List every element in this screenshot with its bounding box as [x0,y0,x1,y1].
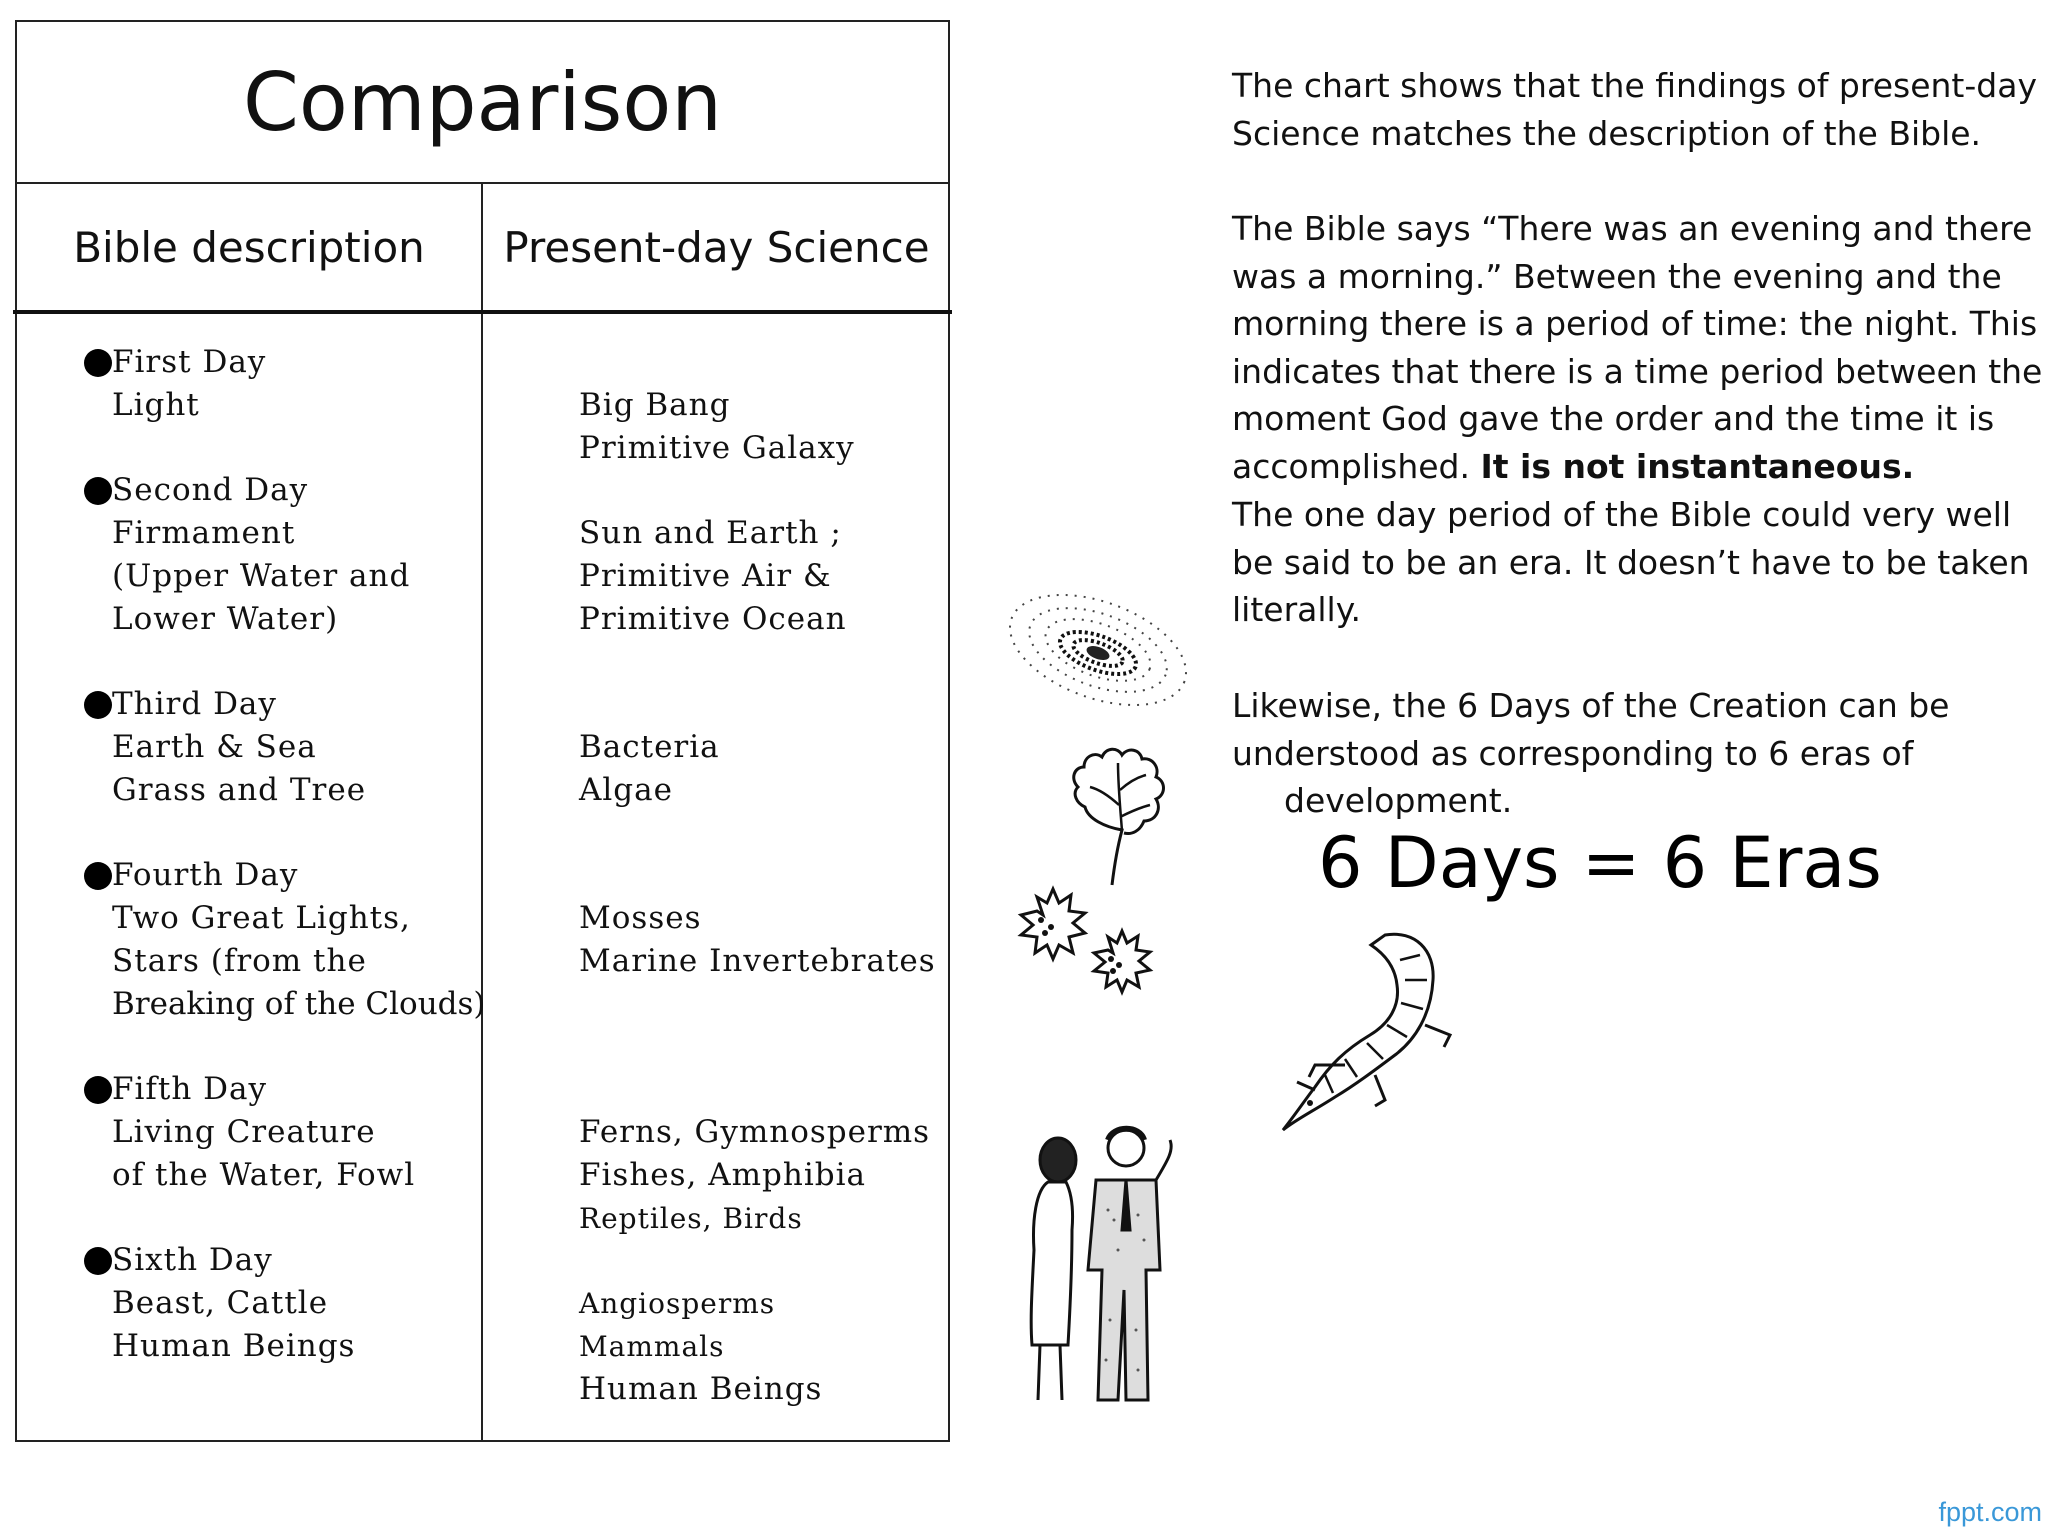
bullet-icon [84,691,112,719]
bullet-icon [84,862,112,890]
science-line: Marine Invertebrates [579,943,936,979]
era-paragraph [1232,491,2032,634]
science-line: Primitive Galaxy [579,430,855,466]
text-line: moment God gave the order and the time it is [1232,399,1995,439]
text-line: development. [1284,781,1513,821]
bible-line: Two Great Lights, [112,900,411,936]
bible-line: Stars (from the [112,943,367,979]
bacteria-illustration [1005,875,1155,1005]
evening-morning-paragraph [1232,205,2043,491]
bible-line: Light [112,387,200,423]
science-line: Reptiles, Birds [579,1202,803,1235]
column-divider [481,184,483,1440]
text-line: Likewise, the 6 Days of the Creation can be [1232,686,1950,725]
science-line: Mammals [579,1330,725,1363]
text-line: understood as corresponding to 6 eras of [1232,733,1914,773]
galaxy-illustration [998,565,1198,730]
science-line: Algae [579,772,673,808]
text-line: indicates that there is a time period between the [1232,351,2043,391]
science-line: Ferns, Gymnosperms [579,1114,931,1150]
bible-line: (Upper Water and [112,558,411,594]
text-line: Science matches the description of the Bible. [1232,113,1982,153]
text-line: be said to be an era. It doesn’t have to be taken [1232,542,2030,582]
science-line: Angiosperms [579,1287,776,1320]
leaf-illustration [1060,745,1180,890]
bible-line: Grass and Tree [112,772,367,808]
science-line: Mosses [579,900,702,936]
day-label: Sixth Day [112,1242,273,1278]
intro-paragraph [1232,62,2037,157]
bullet-icon [84,477,112,505]
science-line: Sun and Earth ; [579,515,842,551]
day-label: Fourth Day [112,857,299,893]
text-line [1232,443,2032,491]
text-line: was a morning.” Between the evening and the [1232,256,2002,296]
text-line: literally. [1232,590,1362,630]
science-line: Human Beings [579,1371,823,1407]
table-title: Comparison [17,22,948,184]
bible-line: Lower Water) [112,601,339,637]
present-day-science-header: Present-day Science [503,222,930,272]
bible-line: Firmament [112,515,296,551]
bible-line: Breaking of the Clouds) [112,986,486,1022]
text-line: The chart shows that the findings of present-day [1232,66,2037,105]
bible-line: Earth & Sea [112,729,317,765]
science-line: Big Bang [579,387,731,423]
text-line: The Bible says “There was an evening and there [1232,209,2033,248]
day-label: Second Day [112,472,309,508]
bible-line: Living Creature [112,1114,376,1150]
header-rule [13,310,952,314]
bible-line: Human Beings [112,1328,356,1364]
text-line: morning there is a period of time: the night. This [1232,304,2038,344]
science-line: Primitive Air & [579,558,832,594]
science-line: Primitive Ocean [579,601,847,637]
watermark: fppt.com [1938,1497,2042,1527]
bullet-icon [84,349,112,377]
text-plain: accomplished. [1232,446,1481,486]
emphasis-text: It is not instantaneous. [1480,446,1915,486]
bible-line: of the Water, Fowl [112,1157,416,1193]
alligator-illustration [1275,925,1475,1150]
bullet-icon [84,1247,112,1275]
equation-heading: 6 Days = 6 Eras [1318,822,1882,904]
bible-line: Beast, Cattle [112,1285,329,1321]
science-line: Bacteria [579,729,720,765]
bullet-icon [84,1076,112,1104]
bible-description-header: Bible description [73,222,425,272]
day-label: Third Day [112,686,277,722]
six-days-paragraph [1232,682,2032,825]
day-label: First Day [112,344,267,380]
text-line: The one day period of the Bible could very well [1232,495,2012,534]
couple-illustration [1018,1120,1178,1410]
day-label: Fifth Day [112,1071,268,1107]
comparison-table [15,20,950,1442]
science-line: Fishes, Amphibia [579,1157,867,1193]
